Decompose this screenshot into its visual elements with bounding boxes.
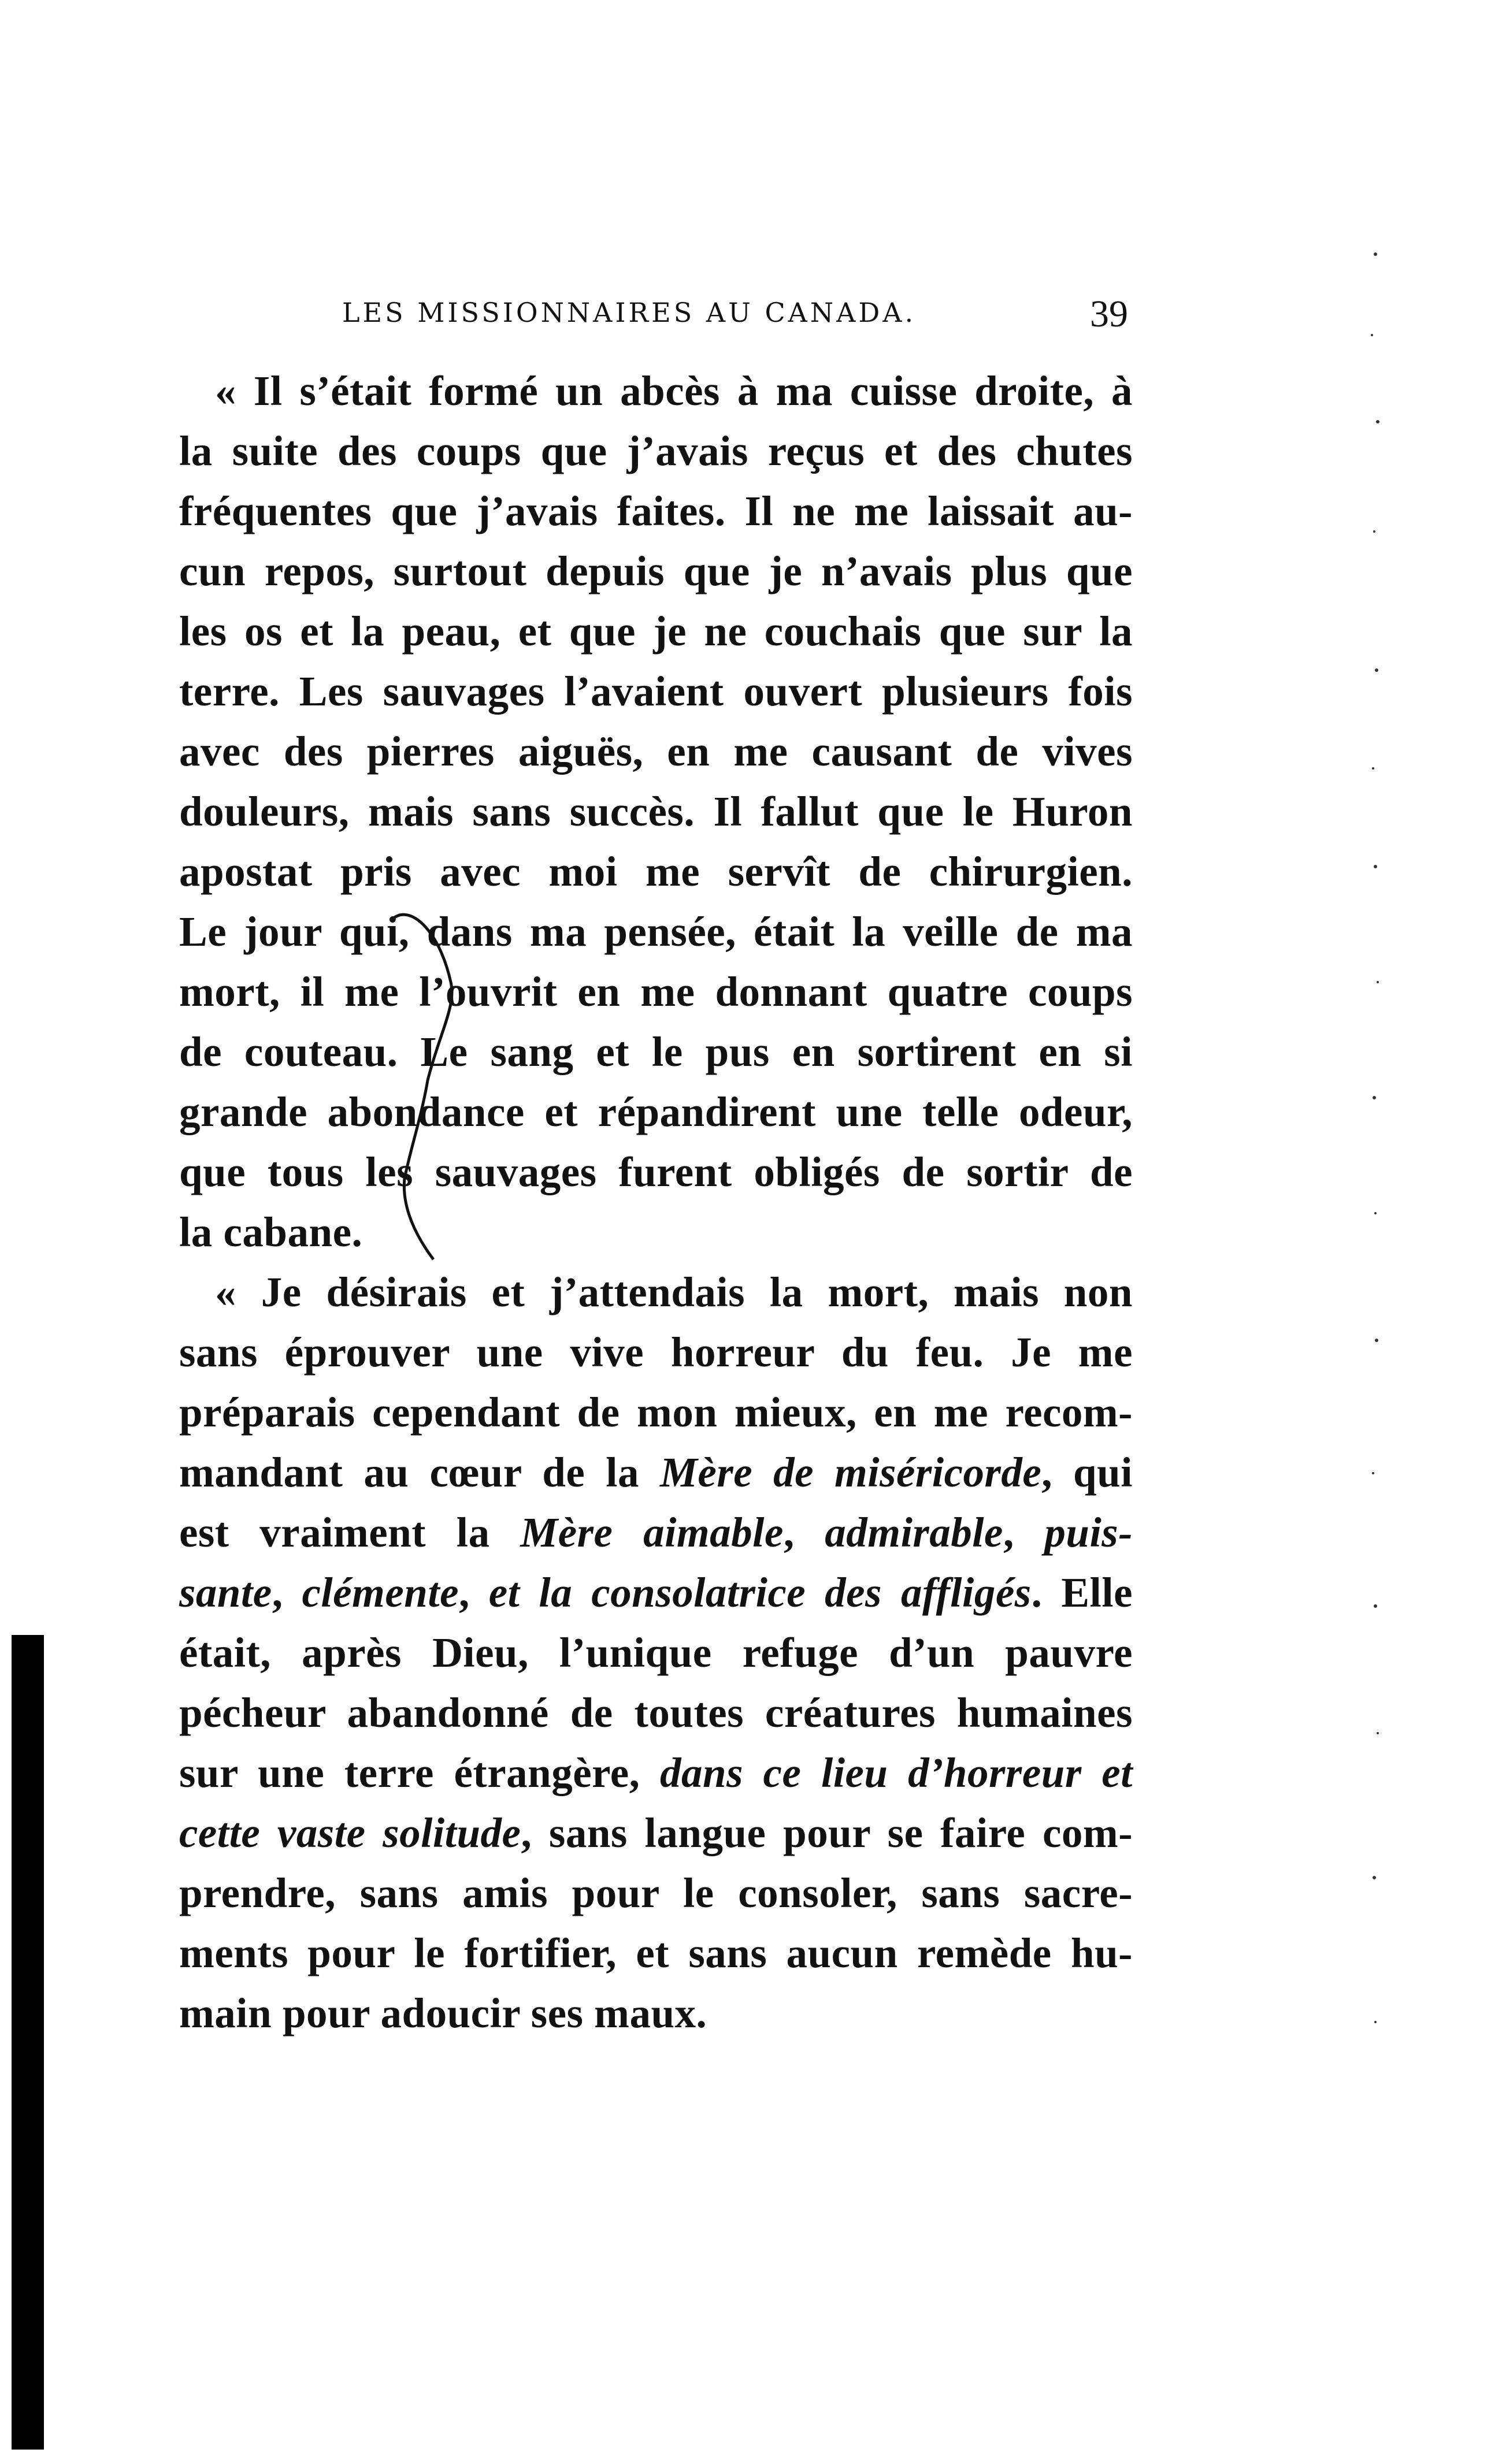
text-run: préparais cependant de mon mieux, en me recom- — [179, 1389, 1133, 1436]
text-run: . Elle — [1031, 1569, 1133, 1616]
italic-run: dans ce lieu d’horreur et — [659, 1749, 1133, 1796]
text-line: « Il s’était formé un abcès à ma cuisse droite, à — [215, 367, 1133, 414]
text-run: était, après Dieu, l’unique refuge d’un pauvre — [179, 1629, 1133, 1676]
paragraph-1 — [143, 361, 1133, 1262]
text-line — [143, 1983, 1133, 2043]
text-run: mandant au cœur de la — [179, 1449, 661, 1496]
text-run: , — [459, 1569, 489, 1616]
running-title: LES MISSIONNAIRES AU CANADA. — [342, 297, 917, 328]
text-run: main pour adoucir ses maux. — [179, 1990, 707, 2036]
text-run: ments pour le fortifier, et sans aucun remède hu- — [179, 1930, 1133, 1976]
italic-run: cette vaste solitude — [179, 1809, 521, 1856]
text-line: grande abondance et répandirent une telle odeur, — [179, 1088, 1133, 1135]
text-line — [143, 1923, 1133, 1983]
text-line: douleurs, mais sans succès. Il fallut que le Huron — [179, 788, 1133, 835]
text-line: la suite des coups que j’avais reçus et des chutes — [179, 428, 1133, 474]
text-line: fréquentes que j’avais faites. Il ne me laissait au- — [179, 488, 1133, 534]
text-run: , — [272, 1569, 302, 1616]
text-run: , qui — [1041, 1449, 1133, 1496]
text-run: « Je désirais et j’attendais la mort, mais non — [215, 1269, 1133, 1315]
text-line: les os et la peau, et que je ne couchais que sur la — [179, 608, 1133, 655]
text-run: sur une terre étrangère, — [179, 1749, 660, 1796]
italic-run: Mère aimable — [520, 1509, 784, 1556]
text-line: que tous les sauvages furent obligés de sortir de — [179, 1149, 1133, 1195]
text-line — [143, 1443, 1133, 1503]
scan-edge-bar — [12, 1635, 44, 2450]
text-line: apostat pris avec moi me servît de chirurgien. — [179, 848, 1133, 895]
text-line — [143, 1382, 1133, 1443]
text-line — [143, 1803, 1133, 1863]
text-line: cun repos, surtout depuis que je n’avais plus que — [179, 548, 1133, 594]
text-line: Le jour qui, dans ma pensée, était la veille de ma — [179, 908, 1133, 955]
text-run: est vraiment la — [179, 1509, 521, 1556]
text-line — [143, 1623, 1133, 1683]
running-head — [336, 292, 1128, 339]
text-line — [143, 1863, 1133, 1923]
italic-run: Mère de miséricorde — [660, 1449, 1042, 1496]
body-text — [143, 361, 1133, 2043]
text-line — [143, 1262, 1133, 1322]
page-number: 39 — [1090, 293, 1128, 335]
italic-run: et la consolatrice des affligés — [488, 1569, 1032, 1616]
text-line — [143, 1503, 1133, 1563]
text-run: pécheur abandonné de toutes créatures humaines — [179, 1689, 1133, 1736]
text-line: avec des pierres aiguës, en me causant de vives — [179, 728, 1133, 775]
scan-speck-column — [1364, 231, 1387, 2138]
text-run: sans éprouver une vive horreur du feu. Je me — [179, 1329, 1133, 1376]
text-run: , — [783, 1509, 825, 1556]
text-line — [143, 1322, 1133, 1382]
text-run: , — [1003, 1509, 1045, 1556]
italic-run: admirable — [825, 1509, 1003, 1556]
text-line: mort, il me l’ouvrit en me donnant quatre coups — [179, 968, 1133, 1015]
text-line — [143, 1743, 1133, 1803]
text-line — [143, 1563, 1133, 1623]
text-run: , sans langue pour se faire com- — [521, 1809, 1133, 1856]
text-line: la cabane. — [179, 1209, 363, 1255]
italic-run: clémente — [302, 1569, 459, 1616]
paragraph-2 — [143, 1262, 1133, 2043]
text-line: terre. Les sauvages l’avaient ouvert plusieurs fois — [179, 668, 1133, 715]
italic-run: sante — [179, 1569, 272, 1616]
text-run: prendre, sans amis pour le consoler, sans sacre- — [179, 1870, 1133, 1916]
text-line — [143, 1683, 1133, 1743]
italic-run: puis- — [1044, 1509, 1133, 1556]
text-line: de couteau. Le sang et le pus en sortirent en si — [179, 1028, 1133, 1075]
